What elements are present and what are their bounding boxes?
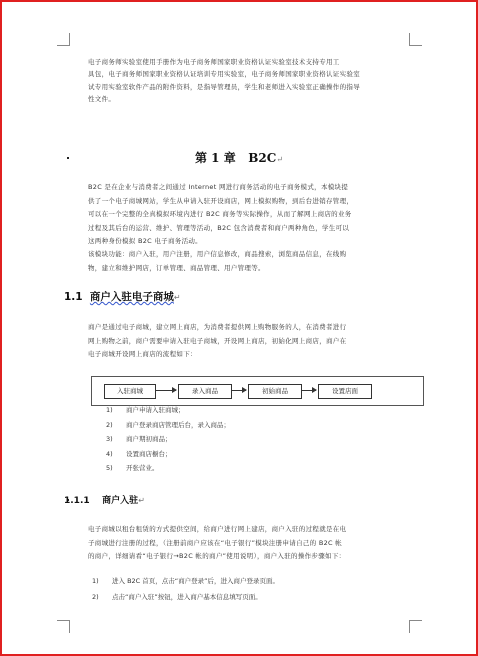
intro-paragraph — [88, 56, 422, 106]
s11-line: 网上购物之前，商户需要申请入驻电子商城，开设网上商店，初始化网上商店，商户在 — [88, 336, 347, 345]
section-title: 商户入驻电子商城 — [89, 291, 174, 303]
section-1-1-1-heading — [64, 493, 145, 506]
paragraph-mark: ↵ — [138, 496, 145, 505]
chapter-heading — [2, 149, 476, 166]
flow-arrow — [232, 390, 246, 391]
crop-mark-top-right — [409, 33, 422, 46]
intro-line: 性文件。 — [88, 95, 116, 104]
crop-mark-bottom-left — [57, 620, 70, 633]
b2c-intro-line: 可以在一个完整的全真模拟环境内进行 B2C 商务等实际操作，从而了解网上商店的业务 — [88, 210, 352, 218]
flow-step-box: 录入商品 — [178, 384, 232, 399]
s111-line: 的商户，详细请看“电子银行→B2C 帐的商户”使用说明），商户入驻的操作步骤如下： — [88, 552, 346, 560]
list-item: 1) 商户申请入驻商城； — [106, 406, 185, 414]
b2c-intro-line: B2C 是在企业与消费者之间通过 Internet 网进行商务活动的电子商务模式，本模块提 — [88, 183, 349, 191]
section-number: 1.1.1 — [64, 496, 90, 506]
flow-step-box: 设置店面 — [318, 384, 372, 399]
section-1-1-heading — [64, 289, 181, 304]
b2c-intro-line: 这两种身份模拟 B2C 电子商务活动。 — [88, 237, 202, 245]
s111-line: 电子商城以租台租赁的方式提供空间，给商户进行网上建店，商户入驻的过程就是在电 — [88, 525, 347, 533]
crop-mark-bottom-right — [409, 620, 422, 633]
s111-line: 子商城进行注册的过程，（注册前商户应该在“电子银行”模块注册申请自己的 B2C 帐 — [88, 538, 343, 547]
paragraph-mark: ↵ — [276, 155, 283, 164]
section-number: 1.1 — [64, 291, 83, 303]
intro-line: 具包，电子商务师国家职业资格认证培训专用实验室，电子商务师国家职业资格认证实验室 — [88, 70, 360, 79]
list-item: 4) 设置商店橱台； — [106, 449, 172, 458]
process-flow-diagram — [91, 376, 424, 406]
flow-arrow — [156, 390, 176, 391]
list-item: 5) 开张营业。 — [106, 464, 159, 473]
list-item: 3) 商户期初商品； — [106, 435, 172, 444]
list-item: 1) 进入 B2C 首页，点击“商户登录”后，进入商户登录页面。 — [92, 577, 280, 585]
b2c-intro-paragraph — [88, 181, 422, 249]
intro-line: 试专用实验室软件产品的附件资料，是指导管理员，学生和老师进入实验室正确操作的指导 — [88, 82, 360, 91]
s11-line: 商户是通过电子商城，建立网上商店，为消费者提供网上购物服务的人，在消费者进行 — [88, 323, 347, 331]
chapter-number: 第 1 章 — [194, 151, 236, 165]
list-item: 2) 点击“商户入驻”按钮，进入商户基本信息填写页面。 — [92, 593, 262, 601]
section-1-1-paragraph — [88, 321, 422, 362]
flow-step-box: 入驻商城 — [104, 384, 156, 399]
chapter-title: B2C — [248, 151, 277, 165]
flow-step-box: 初始商品 — [248, 384, 302, 399]
intro-line: 电子商务师实验室使用手册作为电子商务师国家职业资格认证实验室技术支持专用工 — [88, 58, 340, 66]
b2c-intro-line: 过程及其后台的运营、维护、管理等活动，B2C 包含消费者和商户两种角色，学生可以 — [88, 223, 350, 232]
document-page — [2, 2, 476, 654]
section-title: 商户入驻 — [102, 496, 139, 506]
flow-arrow — [302, 390, 316, 391]
list-item: 2) 商户登录商店管理后台，录入商品； — [106, 420, 230, 429]
flow-step-list — [106, 404, 406, 479]
paragraph-mark: ↵ — [173, 293, 181, 302]
b2c-functions-line: 该模块功能：商户入驻，用户注册，用户信息修改，商品搜索，浏览商品信息，在线购 — [88, 250, 347, 258]
section-1-1-1-paragraph — [88, 523, 422, 564]
b2c-intro-line: 供了一个电子商城网站，学生从申请入驻开设商店，网上模拟购物，到后台进销存管理， — [88, 196, 354, 205]
entry-step-list — [92, 575, 422, 607]
crop-mark-top-left — [57, 33, 70, 46]
s11-line: 电子商城开设网上商店的流程如下： — [88, 350, 197, 358]
b2c-functions-paragraph — [88, 248, 422, 275]
b2c-functions-line: 物，建立和维护网店，订单管理、商品管理、用户管理等。 — [88, 263, 265, 272]
